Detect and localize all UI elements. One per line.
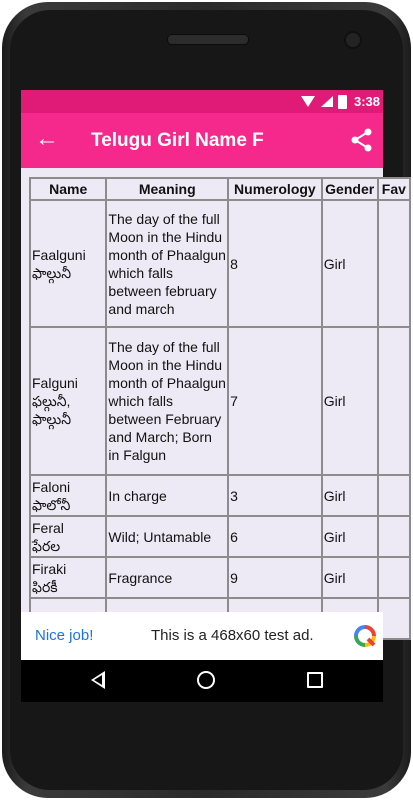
ad-nice-job[interactable]: Nice job! (35, 627, 94, 644)
telugu-name: ఫాలోనీ (32, 496, 71, 513)
table-header-row (30, 178, 410, 200)
name-cell (30, 516, 106, 557)
meaning-cell: The day of the full Moon in the Hindu month of Phaalgun which falls between february and march (106, 200, 228, 327)
table-row[interactable] (30, 200, 410, 327)
numerology-cell: 3 (228, 475, 322, 516)
name-text: Feral (32, 519, 64, 536)
telugu-name: ఫల్గునీ, ఫాల్గునీ (32, 393, 72, 427)
fav-cell[interactable] (378, 557, 410, 598)
wifi-icon (301, 96, 315, 107)
gender-cell: Girl (322, 327, 378, 475)
battery-icon (338, 95, 347, 109)
gender-cell: Girl (322, 557, 378, 598)
name-text: Faloni (32, 478, 71, 495)
names-table (29, 177, 411, 640)
earpiece-speaker (167, 34, 249, 45)
name-cell (30, 475, 106, 516)
nav-back-icon-inner (94, 675, 102, 685)
nav-recents-icon[interactable] (307, 672, 323, 688)
meaning-cell: In charge (106, 475, 228, 516)
names-content[interactable] (21, 168, 406, 612)
numerology-cell: 7 (228, 327, 322, 475)
header-gender: Gender (322, 178, 378, 200)
status-time: 3:38 (353, 94, 380, 109)
screen (21, 90, 406, 702)
fav-cell[interactable] (378, 516, 410, 557)
name-cell (30, 327, 106, 475)
telugu-name: ఫిరకీ (32, 578, 58, 595)
header-fav: Fav (378, 178, 410, 200)
share-icon[interactable] (349, 127, 375, 153)
signal-icon (321, 96, 333, 107)
header-meaning: Meaning (106, 178, 228, 200)
telugu-name: ఫేరల (32, 537, 61, 554)
telugu-name: ఫాల్గునీ (32, 264, 72, 281)
table-row[interactable] (30, 475, 410, 516)
page-title: Telugu Girl Name F (91, 130, 264, 151)
numerology-cell: 8 (228, 200, 322, 327)
fav-cell[interactable] (378, 200, 410, 327)
fav-cell[interactable] (378, 327, 410, 475)
fav-cell[interactable] (378, 475, 410, 516)
gender-cell: Girl (322, 200, 378, 327)
table-row[interactable] (30, 327, 410, 475)
name-cell (30, 200, 106, 327)
meaning-cell: Wild; Untamable (106, 516, 228, 557)
table-row[interactable] (30, 516, 410, 557)
name-text: Firaki (32, 560, 67, 577)
header-name: Name (30, 178, 106, 200)
table-row[interactable] (30, 557, 410, 598)
status-bar (21, 90, 383, 113)
front-camera (344, 31, 362, 49)
meaning-cell: Fragrance (106, 557, 228, 598)
meaning-cell: The day of the full Moon in the Hindu month of Phaalgun which falls between February and March; Born in Falgun (106, 327, 228, 475)
back-arrow-icon[interactable]: ← (35, 125, 59, 152)
numerology-cell: 9 (228, 557, 322, 598)
gender-cell: Girl (322, 516, 378, 557)
gender-cell: Girl (322, 475, 378, 516)
name-text: Faalguni (32, 246, 86, 263)
ad-text[interactable]: This is a 468x60 test ad. (151, 627, 314, 644)
ad-logo-icon[interactable] (353, 624, 377, 648)
header-numerology: Numerology (228, 178, 322, 200)
navigation-bar (21, 660, 383, 702)
app-bar (21, 113, 383, 168)
numerology-cell: 6 (228, 516, 322, 557)
name-text: Falguni (32, 375, 78, 391)
ad-banner[interactable] (21, 612, 383, 660)
name-cell (30, 557, 106, 598)
nav-home-icon[interactable] (197, 671, 215, 689)
